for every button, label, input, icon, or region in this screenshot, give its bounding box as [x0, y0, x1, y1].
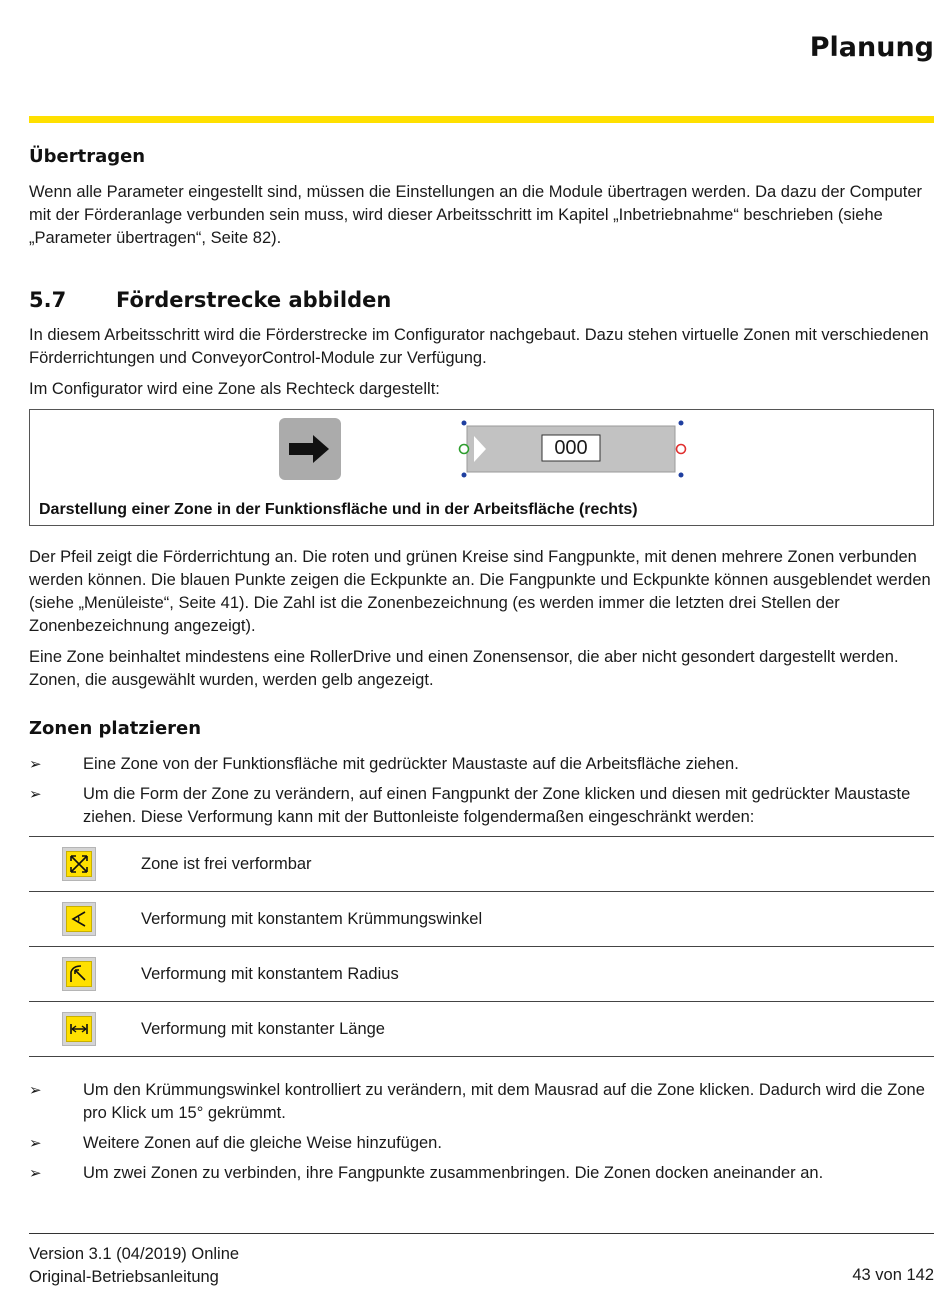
header-rule [29, 116, 934, 123]
bullet-arrow-icon: ➢ [29, 756, 42, 773]
footer-doc: Original-Betriebsanleitung [29, 1268, 219, 1286]
deform-button-table [29, 836, 934, 1057]
arrow-right-icon [279, 418, 341, 480]
length-deform-icon [62, 1012, 96, 1046]
list-item: ➢ Um den Krümmungswinkel kontrolliert zu verändern, mit dem Mausrad auf die Zone klicken. Dadurch wird die Zone pro Klick um 15° gekrümmt. [29, 1081, 925, 1122]
heading-uebertragen: Übertragen [29, 146, 146, 167]
row-label: Verformung mit konstantem Krümmungswinkel [141, 909, 483, 928]
table-row [29, 837, 934, 892]
row-label: Zone ist frei verformbar [141, 854, 312, 873]
row-label: Verformung mit konstantem Radius [141, 964, 399, 983]
corner-point [462, 473, 467, 478]
corner-point [462, 421, 467, 426]
paragraph-zone-content: Eine Zone beinhaltet mindestens eine RollerDrive und einen Zonensensor, die aber nicht gesondert dargestellt werden. Zonen, die ausgewählt wurden, werden gelb angezeigt. [29, 648, 899, 689]
corner-point [679, 473, 684, 478]
zone-number: 000 [554, 436, 588, 459]
footer-left [29, 1243, 239, 1289]
section-heading [29, 288, 934, 312]
table-row [29, 892, 934, 947]
list-item: ➢ Weitere Zonen auf die gleiche Weise hinzufügen. [29, 1132, 934, 1155]
table-row [29, 1002, 934, 1057]
bullet-arrow-icon: ➢ [29, 786, 42, 803]
figure-caption: Darstellung einer Zone in der Funktionsfläche und in der Arbeitsfläche (rechts) [39, 501, 638, 518]
paragraph-rectangle: Im Configurator wird eine Zone als Rechteck dargestellt: [29, 380, 440, 398]
bullet-arrow-icon: ➢ [29, 1135, 42, 1152]
zone-tool-button [279, 418, 341, 480]
snap-point-green [460, 445, 469, 454]
free-deform-icon [62, 847, 96, 881]
paragraph-uebertragen: Wenn alle Parameter eingestellt sind, müssen die Einstellungen an die Module übertragen werden. Da dazu der Computer mit der Förderanlage verbunden sein muss, wird dieser Arbeitsschritt im Kapitel „Inbetriebnahme“ beschrieben (siehe „Parameter übertragen“, Seite 82). [29, 183, 923, 247]
angle-deform-icon [62, 902, 96, 936]
heading-zonen-platzieren: Zonen platzieren [29, 718, 202, 739]
page-title: Planung [809, 32, 934, 63]
list-item: ➢ Um zwei Zonen zu verbinden, ihre Fangpunkte zusammenbringen. Die Zonen docken aneinander an. [29, 1162, 934, 1185]
bullet-list-bottom [29, 1079, 934, 1185]
bullet-list-top [29, 753, 934, 829]
footer-rule [29, 1233, 934, 1234]
paragraph-intro: In diesem Arbeitsschritt wird die Förderstrecke im Configurator nachgebaut. Dazu stehen virtuelle Zonen mit verschiedenen Förderrichtungen und ConveyorControl-Module zur Verfügung. [29, 326, 929, 367]
section-title: Förderstrecke abbilden [116, 288, 392, 312]
radius-deform-icon [62, 957, 96, 991]
page-content [29, 146, 934, 1192]
page-number: 43 von 142 [852, 1266, 934, 1284]
corner-point [679, 421, 684, 426]
table-row [29, 947, 934, 1002]
bullet-arrow-icon: ➢ [29, 1082, 42, 1099]
list-item: ➢ Eine Zone von der Funktionsfläche mit gedrückter Maustaste auf die Arbeitsfläche ziehen. [29, 753, 934, 776]
section-number: 5.7 [29, 288, 67, 312]
footer-version: Version 3.1 (04/2019) Online [29, 1245, 240, 1263]
bullet-arrow-icon: ➢ [29, 1165, 42, 1182]
zone-figure [29, 409, 934, 526]
list-item: ➢ Um die Form der Zone zu verändern, auf einen Fangpunkt der Zone klicken und diesen mit gedrückter Maustaste ziehen. Diese Verformung kann mit der Buttonleiste folgendermaßen eingeschränkt werden: [29, 785, 911, 826]
paragraph-arrow: Der Pfeil zeigt die Förderrichtung an. Die roten und grünen Kreise sind Fangpunkte, mit denen mehrere Zonen verbunden werden können. Die blauen Punkte zeigen die Eckpunkte an. Die Fangpunkte und Eckpunkte können ausgeblendet werden (siehe „Menüleiste“, Seite 41). Die Zahl ist die Zonenbezeichnung (es werden immer die letzten drei Stellen der Zonenbezeichnung angezeigt). [29, 548, 931, 635]
snap-point-red [677, 445, 686, 454]
row-label: Verformung mit konstanter Länge [141, 1019, 385, 1038]
